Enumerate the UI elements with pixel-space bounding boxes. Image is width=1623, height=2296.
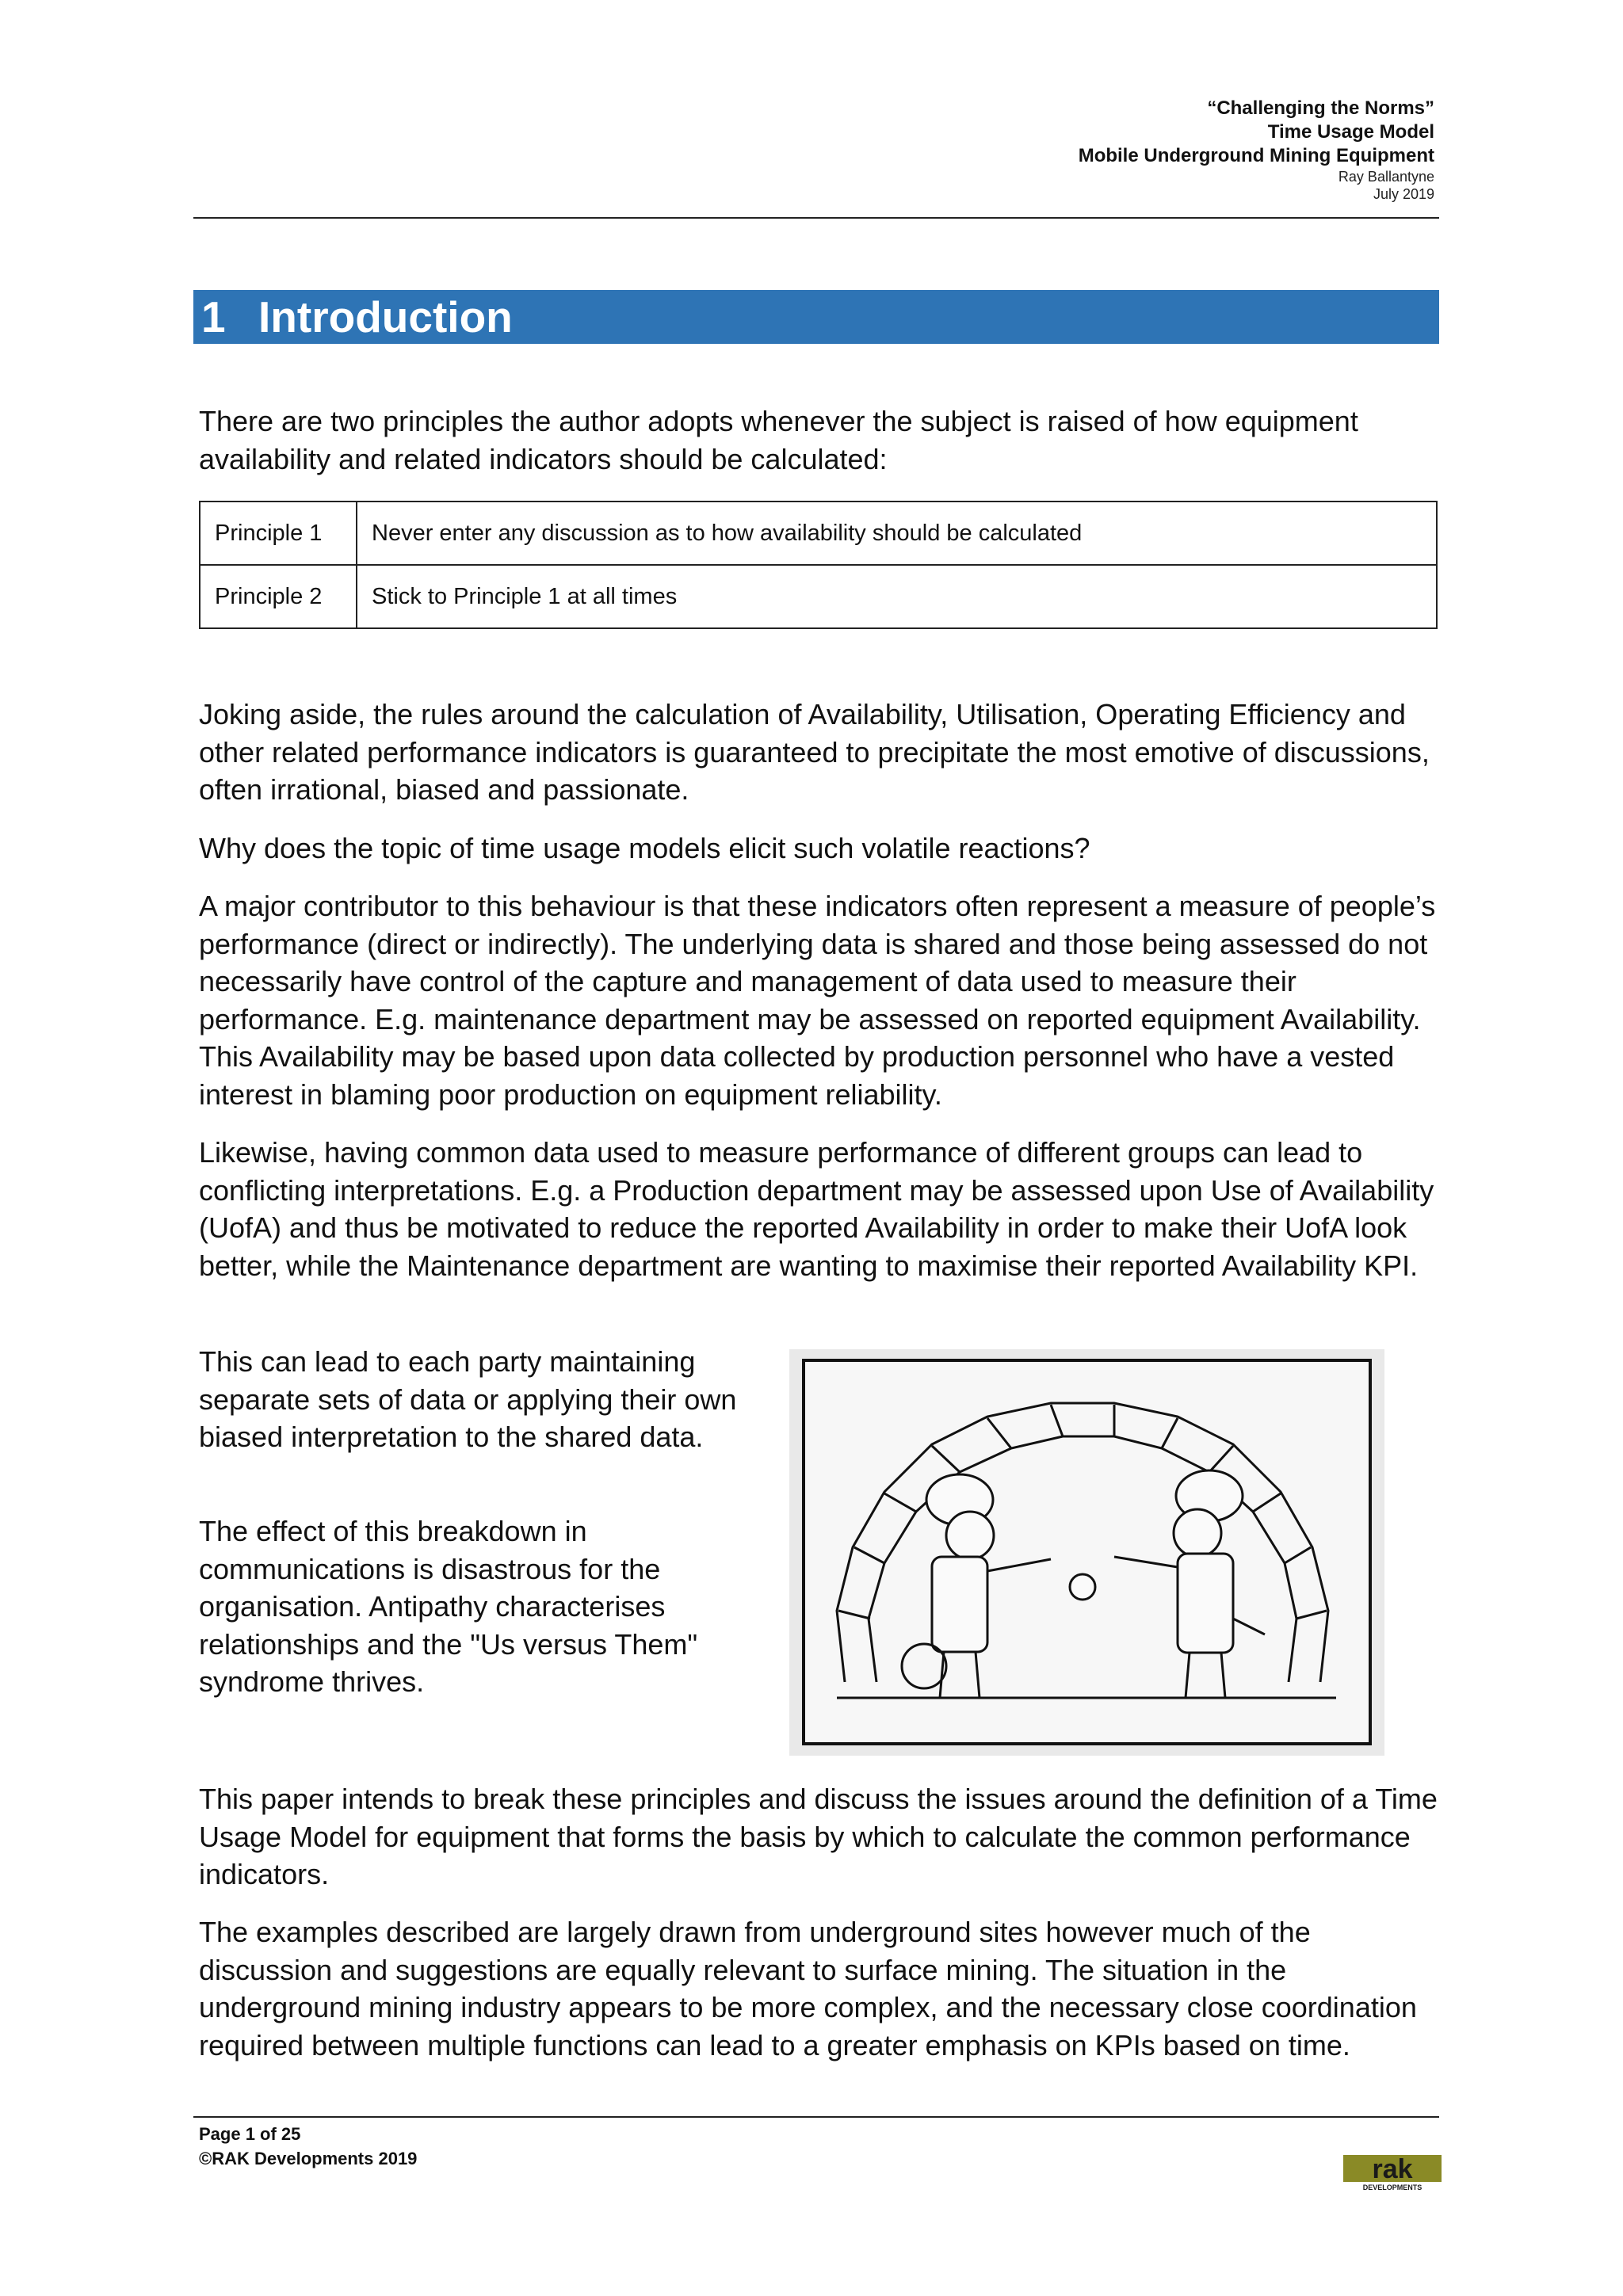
body-paragraph-7: This paper intends to break these principles and discuss the issues around the definition of a Time Usage Model for equipment that forms the basis by which to calculate the common performance indicators. [199,1783,1438,1890]
principle-text: Stick to Principle 1 at all times [357,565,1437,628]
document-header [1079,97,1434,203]
body-paragraph-4: Likewise, having common data used to measure performance of different groups can lead to conflicting interpretations. E.g. a Production department may be assessed upon Use of Availability (UofA) and thus be motivated to reduce the reported Availability in order to make their UofA look better, while the Maintenance department are wanting to maximise their reported Availability KPI. [199,1136,1434,1282]
principle-label: Principle 1 [200,502,357,565]
cartoon-illustration [789,1349,1384,1756]
header-author: Ray Ballantyne [1338,169,1434,185]
body-paragraph-8: The examples described are largely drawn from underground sites however much of the discussion and suggestions are equally relevant to surface mining. The situation in the underground mining industry appears to be more complex, and the necessary close coordination required between multiple functions can lead to a greater emphasis on KPIs based on time. [199,1916,1417,2061]
footer-copyright: ©RAK Developments 2019 [199,2149,418,2168]
body-paragraph-5: This can lead to each party maintaining separate sets of data or applying their own biased interpretation to the shared data. [199,1345,737,1453]
header-rule [193,217,1439,219]
header-subtitle: Mobile Underground Mining Equipment [1078,145,1434,166]
logo-wordmark: rak [1372,2154,1413,2184]
company-logo [1342,2149,1443,2193]
principles-table [199,501,1438,629]
header-date: July 2019 [1373,186,1434,202]
body-paragraph-3: A major contributor to this behaviour is that these indicators often represent a measure of people’s performance (direct or indirectly). The underlying data is shared and those being assessed do not necessarily have control of the capture and management of data used to measure their performance. E.g. maintenance department may be assessed on reported equipment Availability. This Availability may be based upon data collected by production personnel who have a vested interest in blaming poor production on equipment reliability. [199,890,1436,1111]
section-title: Introduction [258,292,513,341]
footer-page-number: Page 1 of 25 [199,2124,301,2144]
header-document-title: Time Usage Model [1267,121,1434,143]
section-number: 1 [201,292,226,341]
body-paragraph-2: Why does the topic of time usage models elicit such volatile reactions? [199,832,1090,864]
section-heading [193,290,1439,344]
table-row [200,502,1437,565]
body-paragraph-6: The effect of this breakdown in communications is disastrous for the organisation. Antipathy characterises relationships and the "Us versus Them" syndrome thrives. [199,1515,698,1698]
cartoon-drawing [789,1349,1384,1756]
principle-label: Principle 2 [200,565,357,628]
intro-paragraph: There are two principles the author adopts whenever the subject is raised of how equipment availability and related indicators should be calculated: [199,405,1358,475]
table-row [200,565,1437,628]
principle-text: Never enter any discussion as to how availability should be calculated [357,502,1437,565]
footer-rule [193,2116,1439,2118]
logo-subtext: DEVELOPMENTS [1362,2183,1423,2191]
body-paragraph-1: Joking aside, the rules around the calculation of Availability, Utilisation, Operating Efficiency and other related performance indicators is guaranteed to precipitate the most emotive of discussions, often irrational, biased and passionate. [199,698,1430,806]
header-series-title: “Challenging the Norms” [1207,97,1434,119]
rak-logo-icon [1342,2149,1443,2193]
